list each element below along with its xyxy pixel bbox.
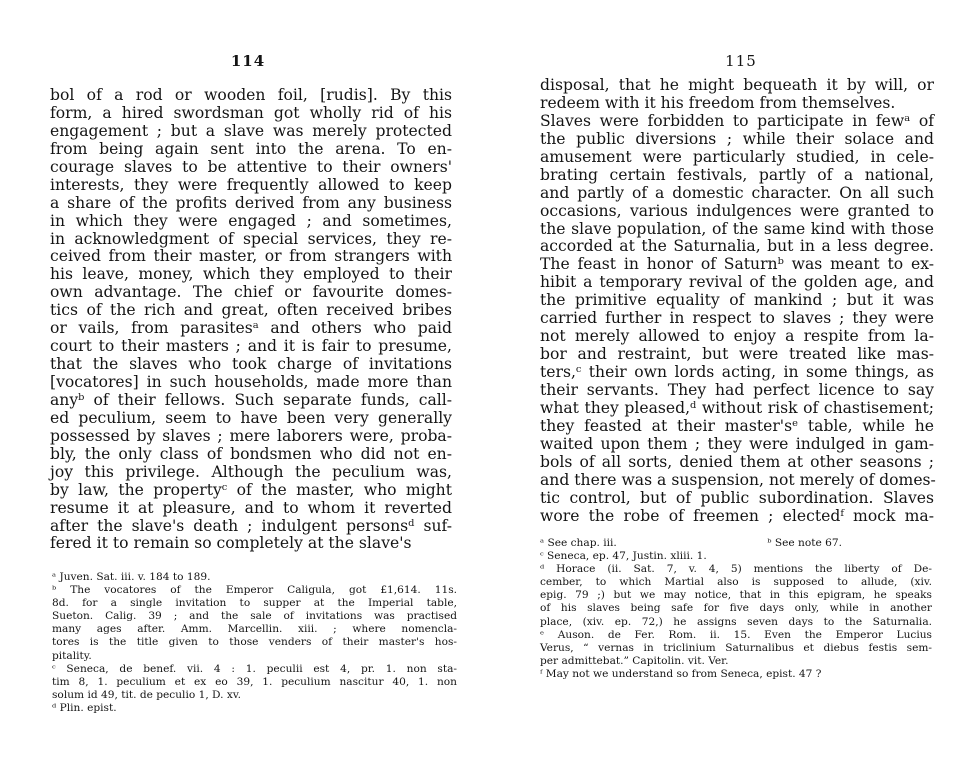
page-number: 114 [230, 52, 266, 70]
body-text [50, 87, 452, 553]
text-line: by law, the propertyᶜ of the master, who might [50, 480, 452, 499]
footnote-line: cember, to which Martial also is supposed to allude, (xiv. [540, 576, 932, 589]
footnote-line: ᶜ Seneca, ep. 47, Justin. xliii. 1. [540, 550, 707, 563]
footnote-line: 8d. for a single invitation to supper at the Imperial table, [52, 597, 457, 610]
text-line: [vocatores] in such households, made more than [50, 373, 452, 391]
footnote-line: ᶠ May not we understand so from Seneca, epist. 47 ? [540, 667, 822, 680]
text-line: their servants. They had perfect licence to say [540, 380, 934, 399]
text-line: and partly of a domestic character. On all such [540, 183, 934, 202]
text-line: a share of the profits derived from any business [50, 193, 452, 212]
footnote-line: tores is the title given to those venders of their master's hos- [52, 636, 457, 649]
text-line: and there was a suspension, not merely of domes- [540, 470, 936, 489]
text-line: interests, they were frequently allowed to keep [50, 175, 452, 194]
text-line: hibit a temporary revival of the golden age, and [540, 273, 934, 292]
text-line: in acknowledgment of special services, they re- [50, 229, 452, 248]
footnotes [540, 537, 932, 681]
right-page [490, 0, 980, 765]
text-line: from being again sent into the arena. To en- [50, 139, 452, 158]
text-line: resume it at pleasure, and to whom it reverted [50, 498, 452, 517]
text-line: accorded at the Saturnalia, but in a less degree. [540, 237, 934, 256]
text-line: Slaves were forbidden to participate in fewᵃ of [540, 111, 934, 130]
footnote-line: of his slaves being safe for five days only, while in another [540, 602, 932, 615]
text-line: tic control, but of public subordination. Slaves [540, 488, 934, 507]
text-line: after the slave's death ; indulgent personsᵈ suf- [50, 516, 452, 535]
page-number: 115 [725, 52, 757, 70]
text-line: or vails, from parasitesᵃ and others who paid [50, 319, 452, 338]
text-line: wore the robe of freemen ; electedᶠ mock ma- [540, 506, 934, 525]
text-line: bor and restraint, but were treated like mas- [540, 345, 934, 364]
footnote-line: Verus, “ vernas in triclinium Saturnalibus et diebus festis sem- [540, 641, 932, 654]
text-line: the public diversions ; while their solace and [540, 129, 934, 148]
text-line: engagement ; but a slave was merely protected [50, 121, 452, 140]
footnote-line: Sueton. Calig. 39 ; and the sale of invitations was practised [52, 610, 457, 623]
text-line: possessed by slaves ; mere laborers were, proba- [50, 426, 452, 445]
footnote-line: per admittebat.” Capitolin. vit. Ver. [540, 654, 729, 667]
footnote-line: ᶜ Seneca, de benef. vii. 4 : 1. peculii est 4, pr. 1. non sta- [52, 662, 457, 675]
text-line: what they pleased,ᵈ without risk of chastisement; [540, 398, 934, 417]
text-line: joy this privilege. Although the peculium was, [50, 462, 452, 481]
footnotes [52, 571, 457, 715]
text-line: ceived from their master, or from strangers with [50, 247, 452, 266]
footnote-line: ᵃ Juven. Sat. iii. v. 184 to 189. [52, 571, 211, 583]
text-line: the primitive equality of mankind ; but it was [540, 291, 934, 310]
footnote-pair [540, 537, 932, 550]
text-line: bols of all sorts, denied them at other seasons ; [540, 452, 934, 471]
text-line: form, a hired swordsman got wholly rid of his [50, 103, 452, 122]
text-line: in which they were engaged ; and sometimes, [50, 211, 452, 230]
footnote-b: ᵇ See note 67. [767, 537, 842, 549]
footnote-line: ᵈ Horace (ii. Sat. 7, v. 4, 5) mentions the liberty of De- [540, 563, 932, 576]
text-line: bol of a rod or wooden foil, [rudis]. By this [50, 86, 452, 104]
text-line: The feast in honor of Saturnᵇ was meant to ex- [540, 255, 934, 274]
text-line: his leave, money, which they employed to their [50, 265, 452, 284]
text-line: the slave population, of the same kind with those [540, 219, 934, 238]
text-line: waited upon them ; they were indulged in gam- [540, 434, 934, 453]
footnote-line: tim 8, 1. peculium et ex eo 39, 1. peculium nascitur 40, 1. non [52, 675, 457, 688]
text-line: carried further in respect to slaves ; they were [540, 309, 934, 328]
text-line: court to their masters ; and it is fair to presume, [50, 337, 452, 356]
text-line: fered it to remain so completely at the slave's [50, 534, 412, 553]
footnote-line: solum id 49, tit. de peculio 1, D. xv. [52, 688, 241, 701]
text-line: that the slaves who took charge of invitations [50, 355, 452, 374]
footnote-line: ᵉ Auson. de Fer. Rom. ii. 15. Even the Emperor Lucius [540, 628, 932, 641]
footnote-line: ᵇ The vocatores of the Emperor Caligula, got £1,614. 11s. [52, 584, 457, 597]
text-line: not merely allowed to enjoy a respite from la- [540, 327, 934, 346]
text-line: they feasted at their master'sᵉ table, while he [540, 416, 934, 435]
text-line: courage slaves to be attentive to their owners' [50, 157, 452, 176]
text-line: anyᵇ of their fellows. Such separate funds, call- [50, 390, 452, 409]
footnote-line: place, (xiv. ep. 72,) he assigns seven days to the Saturnalia. [540, 615, 932, 628]
text-line: tics of the rich and great, often received bribes [50, 301, 452, 320]
footnote-line: pitality. [52, 649, 92, 662]
footnote-line: epig. 79 ;) but we may notice, that in this epigram, he speaks [540, 589, 932, 602]
text-line: redeem with it his freedom from themselves. [540, 93, 896, 112]
text-line: amusement were particularly studied, in cele- [540, 147, 934, 166]
footnote-a: ᵃ See chap. iii. [540, 537, 617, 549]
body-text [540, 77, 934, 525]
footnote-line: many ages after. Amm. Marcellin. xiii. ; where nomencla- [52, 623, 457, 636]
text-line: ters,ᶜ their own lords acting, in some things, as [540, 363, 934, 381]
text-line: occasions, various indulgences were granted to [540, 201, 934, 220]
text-line: disposal, that he might bequeath it by will, or [540, 76, 934, 94]
text-line: bly, the only class of bondsmen who did not en- [50, 444, 452, 463]
text-line: brating certain festivals, partly of a national, [540, 165, 934, 184]
footnote-line: ᵈ Plin. epist. [52, 701, 117, 714]
text-line: ed peculium, seem to have been very generally [50, 408, 452, 427]
text-line: own advantage. The chief or favourite domes- [50, 283, 452, 302]
